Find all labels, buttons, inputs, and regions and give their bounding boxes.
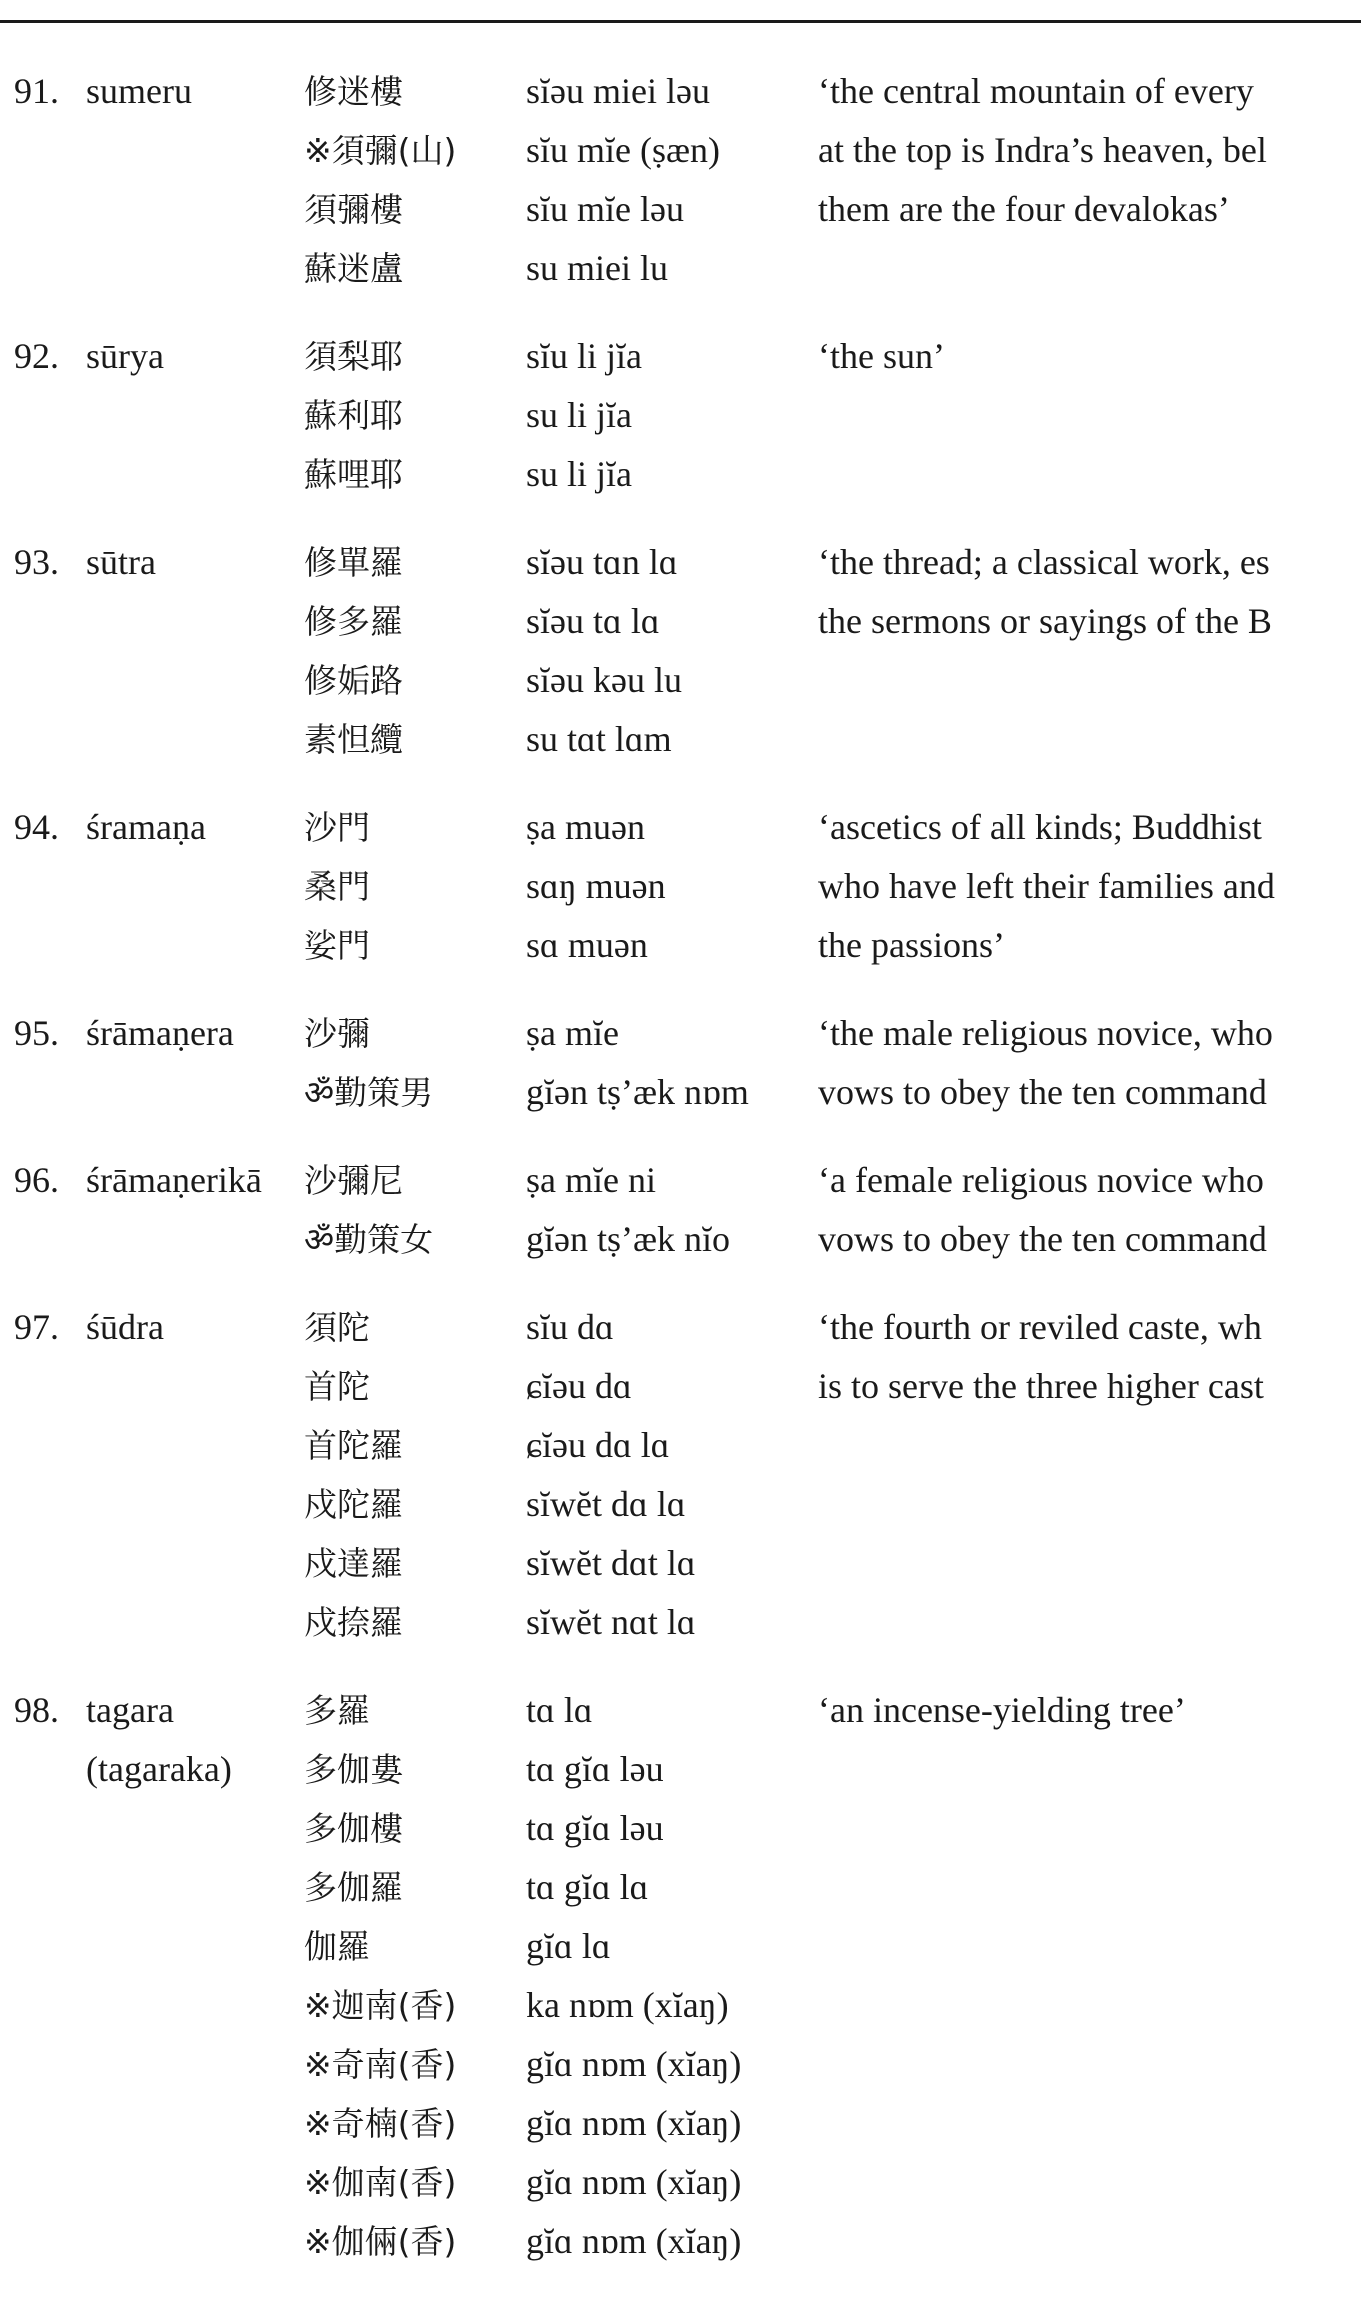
gloss-text: who have left their families and [818, 866, 1275, 906]
entry-number: 95. [14, 1013, 59, 1053]
chinese-transcription: ※須彌(山) [304, 131, 457, 170]
glossary-entry [0, 62, 1361, 298]
phonetic-reading: ṣa mĭe [526, 1013, 619, 1053]
entry-line [0, 1740, 1361, 1799]
entry-line [0, 1976, 1361, 2035]
entry-number: 92. [14, 336, 59, 376]
entry-line [0, 916, 1361, 975]
chinese-transcription: 沙門 [304, 808, 370, 847]
chinese-transcription: 多伽羅 [304, 1868, 403, 1907]
chinese-transcription: 多伽樓 [304, 1809, 403, 1848]
chinese-transcription: 修單羅 [304, 543, 403, 582]
sanskrit-term: sumeru [86, 71, 192, 111]
chinese-transcription: ॐ勤策男 [304, 1073, 434, 1112]
entry-number: 97. [14, 1307, 59, 1347]
chinese-transcription: 修姤路 [304, 661, 403, 700]
phonetic-reading: gĭən tṣ’æk nĭo [526, 1219, 730, 1259]
phonetic-reading: sĭwĕt dɑt lɑ [526, 1543, 696, 1583]
entry-line [0, 1063, 1361, 1122]
top-rule [0, 20, 1361, 23]
entry-line [0, 62, 1361, 121]
phonetic-reading: sĭwĕt nɑt lɑ [526, 1602, 696, 1642]
phonetic-reading: tɑ lɑ [526, 1690, 593, 1730]
entry-line [0, 121, 1361, 180]
gloss-text: ‘the sun’ [818, 336, 945, 376]
phonetic-reading: gĭɑ lɑ [526, 1926, 611, 1966]
entry-line [0, 2035, 1361, 2094]
phonetic-reading: ɕĭəu dɑ lɑ [526, 1425, 670, 1465]
glossary-entry [0, 533, 1361, 769]
entry-line [0, 1799, 1361, 1858]
gloss-text: at the top is Indra’s heaven, bel [818, 130, 1267, 170]
phonetic-reading: sĭu mĭe ləu [526, 189, 684, 229]
gloss-text: ‘a female religious novice who [818, 1160, 1264, 1200]
chinese-transcription: 首陀 [304, 1367, 370, 1406]
gloss-text: ‘ascetics of all kinds; Buddhist [818, 807, 1262, 847]
glossary-entry [0, 798, 1361, 975]
phonetic-reading: su miei lu [526, 248, 668, 288]
entry-line [0, 1151, 1361, 1210]
chinese-transcription: 素怛纜 [304, 720, 403, 759]
glossary-entry [0, 1151, 1361, 1269]
sanskrit-term: śramaṇa [86, 807, 206, 847]
entry-line [0, 1004, 1361, 1063]
gloss-text: vows to obey the ten command [818, 1072, 1267, 1112]
entry-line [0, 1357, 1361, 1416]
entry-line [0, 710, 1361, 769]
entry-line [0, 651, 1361, 710]
entry-line [0, 2094, 1361, 2153]
phonetic-reading: sĭu dɑ [526, 1307, 614, 1347]
entry-line [0, 445, 1361, 504]
entry-line [0, 1416, 1361, 1475]
chinese-transcription: ॐ勤策女 [304, 1220, 434, 1259]
entry-line [0, 239, 1361, 298]
entry-line [0, 180, 1361, 239]
chinese-transcription: ※迦南(香) [304, 1986, 457, 2025]
gloss-text: ‘an incense-yielding tree’ [818, 1690, 1186, 1730]
chinese-transcription: 戍陀羅 [304, 1485, 403, 1524]
glossary-entry [0, 1004, 1361, 1122]
phonetic-reading: sĭəu tɑ lɑ [526, 601, 660, 641]
chinese-transcription: 戍達羅 [304, 1544, 403, 1583]
chinese-transcription: 首陀羅 [304, 1426, 403, 1465]
gloss-text: ‘the central mountain of every [818, 71, 1254, 111]
gloss-text: ‘the fourth or reviled caste, wh [818, 1307, 1262, 1347]
glossary-entry [0, 1681, 1361, 2271]
gloss-text: ‘the male religious novice, who [818, 1013, 1273, 1053]
entry-line [0, 798, 1361, 857]
entry-number: 96. [14, 1160, 59, 1200]
phonetic-reading: tɑ gĭɑ ləu [526, 1808, 664, 1848]
chinese-transcription: 沙彌 [304, 1014, 370, 1053]
sanskrit-term: śrāmaṇerikā [86, 1160, 262, 1200]
gloss-text: vows to obey the ten command [818, 1219, 1267, 1259]
phonetic-reading: sĭu li jĭa [526, 336, 642, 376]
entry-number: 91. [14, 71, 59, 111]
entry-line [0, 1210, 1361, 1269]
phonetic-reading: sɑ muən [526, 925, 648, 965]
chinese-transcription: ※奇楠(香) [304, 2104, 457, 2143]
chinese-transcription: 須彌樓 [304, 190, 403, 229]
chinese-transcription: 戍捺羅 [304, 1603, 403, 1642]
phonetic-reading: ṣa mĭe ni [526, 1160, 656, 1200]
entry-line [0, 2212, 1361, 2271]
phonetic-reading: sĭəu miei ləu [526, 71, 710, 111]
chinese-transcription: 多伽婁 [304, 1750, 403, 1789]
entry-line [0, 1917, 1361, 1976]
entry-line [0, 1593, 1361, 1652]
entry-line [0, 857, 1361, 916]
chinese-transcription: 多羅 [304, 1691, 370, 1730]
phonetic-reading: gĭɑ nɒm (xĭaŋ) [526, 2162, 742, 2202]
phonetic-reading: ṣa muən [526, 807, 645, 847]
gloss-text: the sermons or sayings of the B [818, 601, 1272, 641]
phonetic-reading: su li jĭa [526, 395, 632, 435]
chinese-transcription: ※伽南(香) [304, 2163, 457, 2202]
entry-line [0, 1681, 1361, 1740]
chinese-transcription: 蘇迷盧 [304, 249, 403, 288]
sanskrit-term: śrāmaṇera [86, 1013, 234, 1053]
phonetic-reading: su tɑt lɑm [526, 719, 672, 759]
chinese-transcription: 須陀 [304, 1308, 370, 1347]
chinese-transcription: 修迷樓 [304, 72, 403, 111]
phonetic-reading: gĭɑ nɒm (xĭaŋ) [526, 2221, 742, 2261]
chinese-transcription: ※奇南(香) [304, 2045, 457, 2084]
gloss-text: the passions’ [818, 925, 1005, 965]
chinese-transcription: 蘇哩耶 [304, 455, 403, 494]
chinese-transcription: 修多羅 [304, 602, 403, 641]
sanskrit-term: śūdra [86, 1307, 164, 1347]
entry-number: 93. [14, 542, 59, 582]
entry-line [0, 2153, 1361, 2212]
entry-line [0, 1858, 1361, 1917]
entry-line [0, 386, 1361, 445]
phonetic-reading: sɑŋ muən [526, 866, 666, 906]
entry-line [0, 1534, 1361, 1593]
chinese-transcription: 蘇利耶 [304, 396, 403, 435]
entry-line [0, 1475, 1361, 1534]
gloss-text: is to serve the three higher cast [818, 1366, 1264, 1406]
phonetic-reading: gĭɑ nɒm (xĭaŋ) [526, 2044, 742, 2084]
chinese-transcription: 沙彌尼 [304, 1161, 403, 1200]
sanskrit-term: tagara [86, 1690, 174, 1730]
entry-line [0, 327, 1361, 386]
chinese-transcription: ※伽倆(香) [304, 2222, 457, 2261]
sanskrit-term: sūtra [86, 542, 156, 582]
phonetic-reading: sĭwĕt dɑ lɑ [526, 1484, 686, 1524]
glossary-entry [0, 1298, 1361, 1652]
phonetic-reading: sĭəu kəu lu [526, 660, 682, 700]
phonetic-reading: ka nɒm (xĭaŋ) [526, 1985, 729, 2025]
gloss-text: ‘the thread; a classical work, es [818, 542, 1270, 582]
chinese-transcription: 娑門 [304, 926, 370, 965]
entry-line [0, 533, 1361, 592]
glossary-entry [0, 327, 1361, 504]
phonetic-reading: gĭən tṣ’æk nɒm [526, 1072, 749, 1112]
phonetic-reading: gĭɑ nɒm (xĭaŋ) [526, 2103, 742, 2143]
chinese-transcription: 須梨耶 [304, 337, 403, 376]
phonetic-reading: su li jĭa [526, 454, 632, 494]
gloss-text: them are the four devalokas’ [818, 189, 1230, 229]
phonetic-reading: sĭəu tɑn lɑ [526, 542, 678, 582]
entry-line [0, 592, 1361, 651]
phonetic-reading: ɕĭəu dɑ [526, 1366, 632, 1406]
chinese-transcription: 桑門 [304, 867, 370, 906]
sanskrit-term: sūrya [86, 336, 164, 376]
phonetic-reading: sĭu mĭe (ṣæn) [526, 130, 720, 170]
sanskrit-term: (tagaraka) [86, 1749, 232, 1789]
glossary-list [0, 62, 1361, 2322]
phonetic-reading: tɑ gĭɑ lɑ [526, 1867, 649, 1907]
entry-number: 98. [14, 1690, 59, 1730]
entry-line [0, 1298, 1361, 1357]
phonetic-reading: tɑ gĭɑ ləu [526, 1749, 664, 1789]
entry-number: 94. [14, 807, 59, 847]
chinese-transcription: 伽羅 [304, 1927, 370, 1966]
